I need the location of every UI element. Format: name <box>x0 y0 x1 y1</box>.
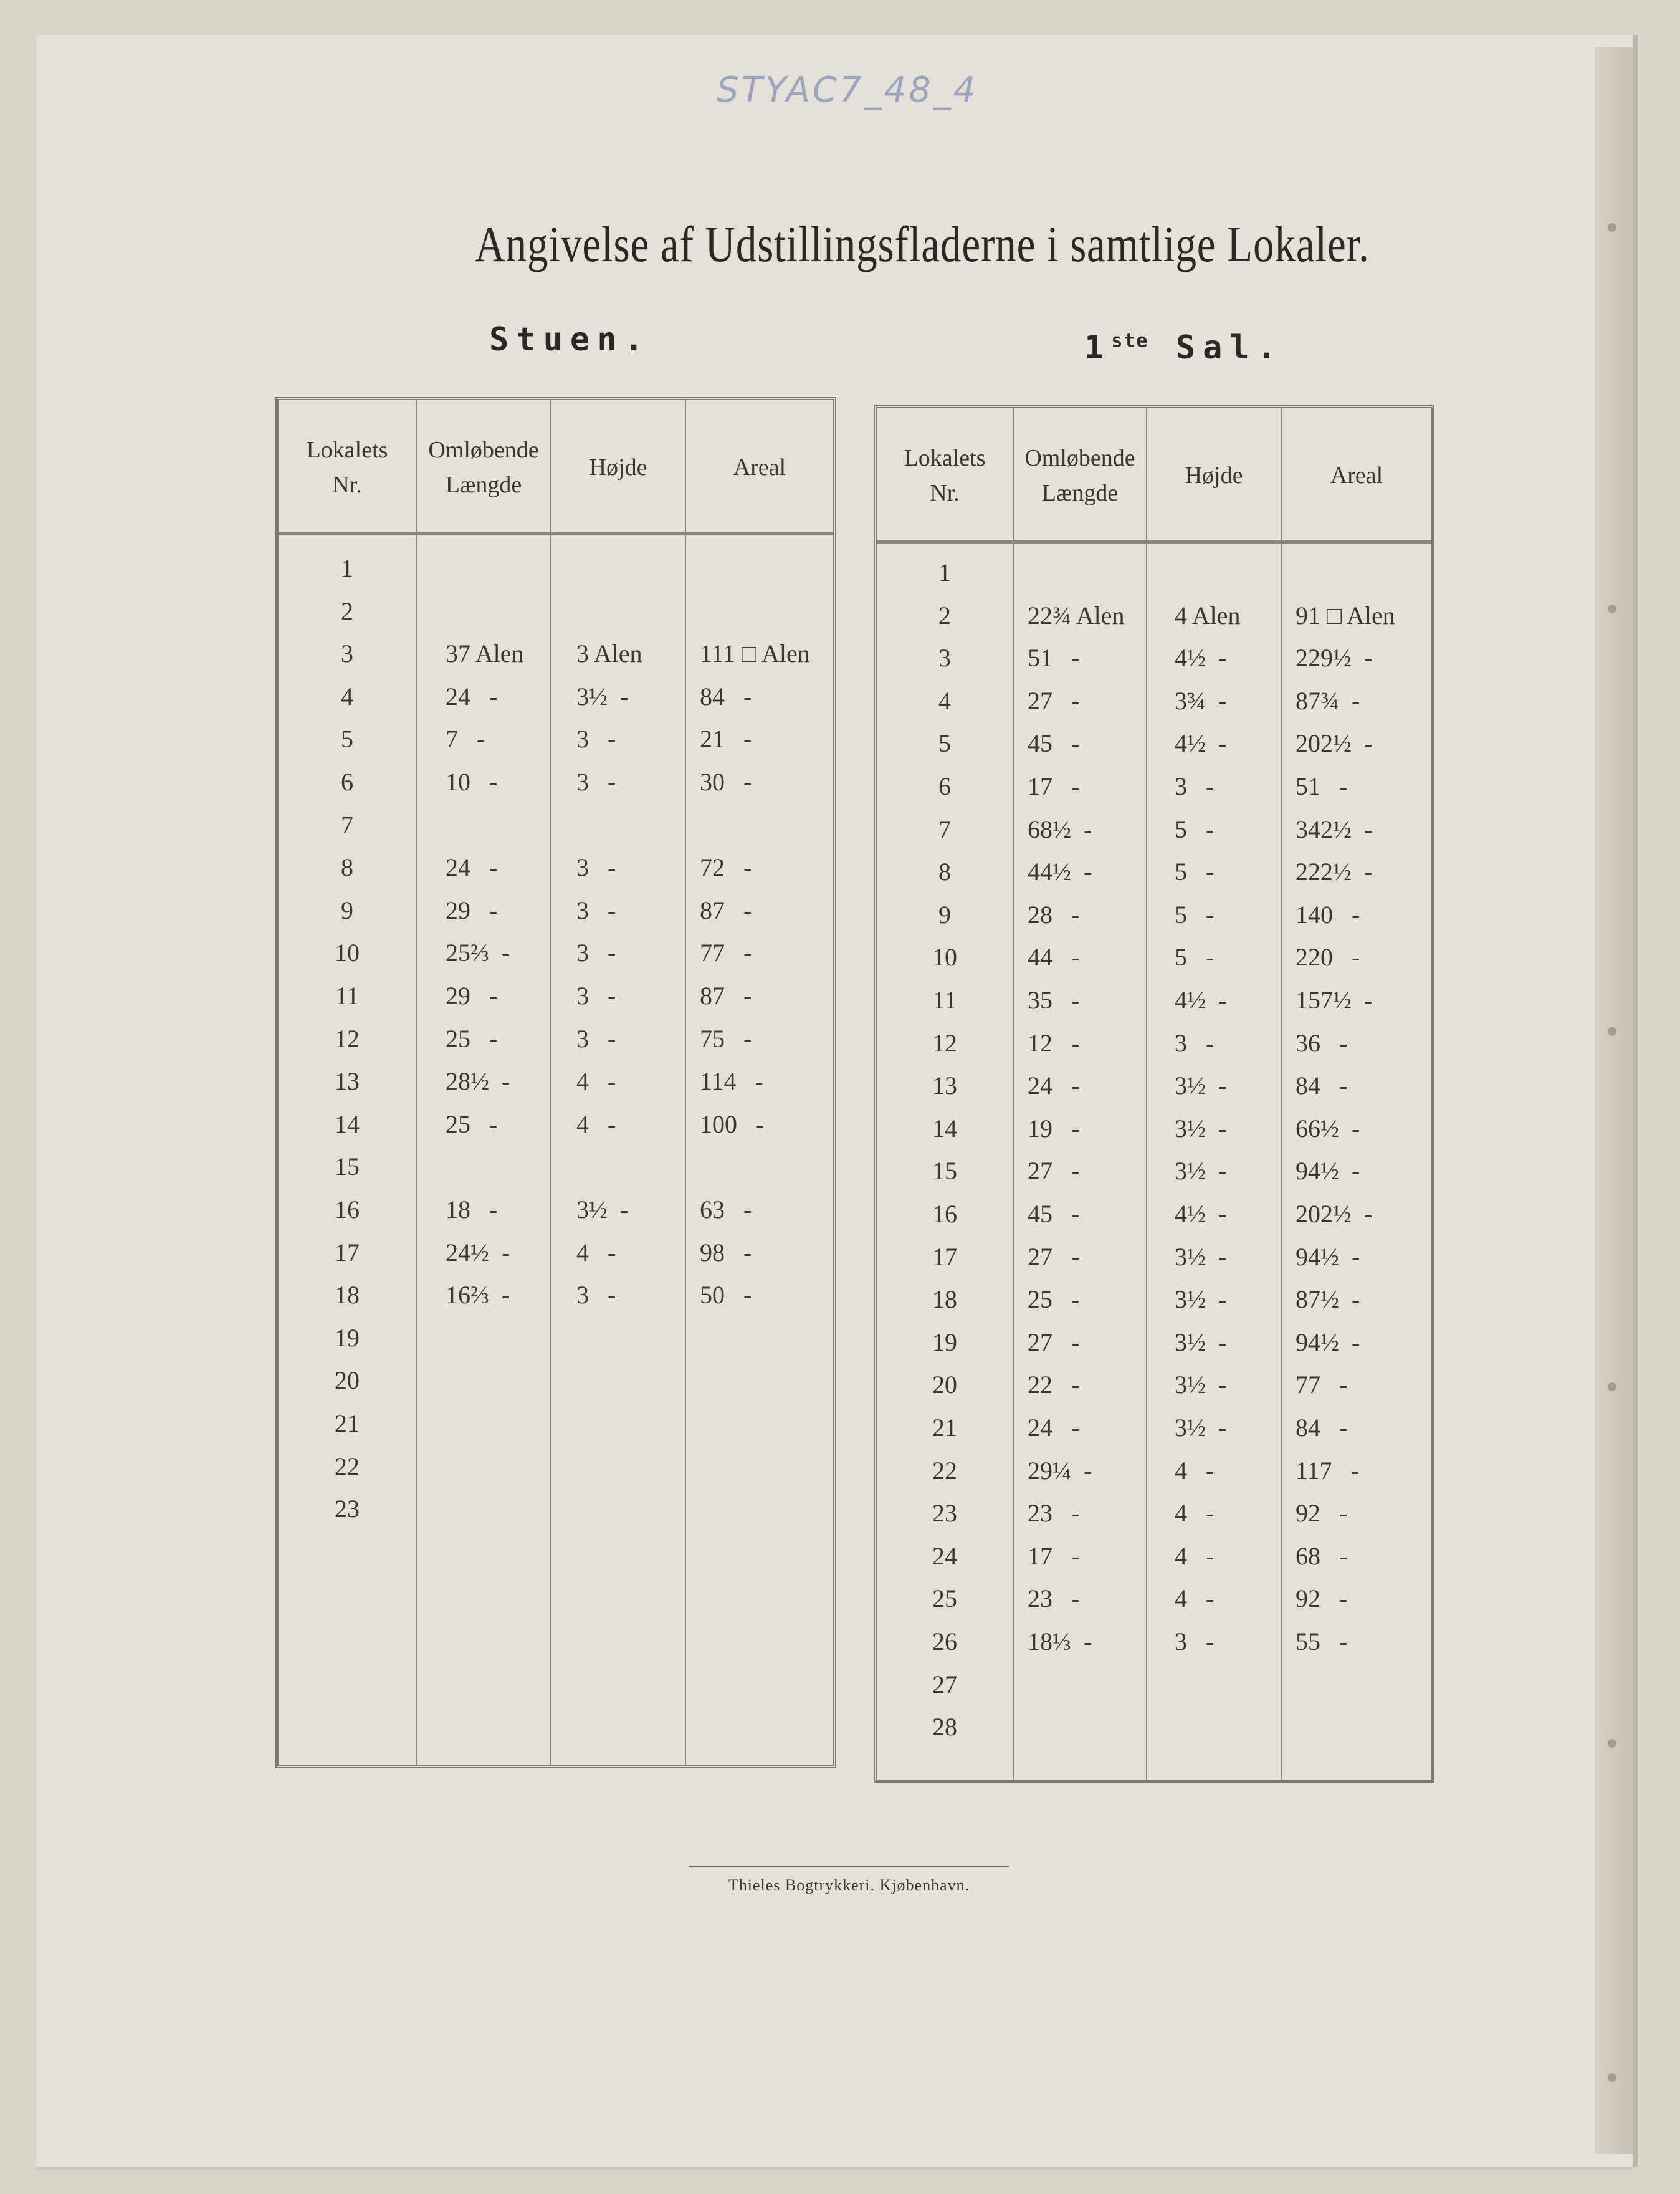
cell-areal: 342½ - <box>1296 815 1373 843</box>
cell-hojde: 4 - <box>1175 1456 1215 1485</box>
cell-areal: 202½ - <box>1296 729 1373 758</box>
header-laengde <box>1014 441 1146 510</box>
table-row <box>279 810 833 853</box>
header-nr-line2: Nr. <box>930 480 960 506</box>
table-row <box>279 1494 833 1536</box>
cell-areal: 84 - <box>700 682 752 711</box>
cell-areal: 72 - <box>700 853 752 882</box>
cell-nr: 10 <box>335 939 360 967</box>
cell-areal: 91 □ Alen <box>1296 601 1395 630</box>
table-row <box>279 1366 833 1408</box>
table-row <box>877 1712 1431 1755</box>
cell-laengde: 25 - <box>446 1109 498 1138</box>
cell-laengde: 28½ - <box>446 1067 510 1096</box>
cell-hojde: 4½ - <box>1175 729 1227 758</box>
cell-hojde: 5 - <box>1175 900 1215 929</box>
table-row <box>877 1627 1431 1669</box>
binding-hole <box>1608 2073 1616 2082</box>
cell-nr: 13 <box>932 1071 957 1100</box>
cell-hojde: 4 - <box>1175 1541 1215 1570</box>
cell-laengde: 24½ - <box>446 1238 510 1267</box>
cell-areal: 100 - <box>700 1109 765 1138</box>
table-row <box>877 1370 1431 1412</box>
binding-hole <box>1608 1739 1616 1748</box>
cell-nr: 13 <box>335 1067 360 1096</box>
cell-nr: 11 <box>335 982 360 1010</box>
header-hojde: Højde <box>589 454 647 481</box>
binding-hole <box>1608 223 1616 232</box>
cell-laengde: 17 - <box>1028 1541 1080 1570</box>
table-row <box>279 1152 833 1194</box>
cell-nr: 23 <box>335 1495 360 1523</box>
cell-areal: 94½ - <box>1296 1242 1360 1271</box>
cell-hojde: 3 - <box>576 939 616 967</box>
table-row <box>279 1195 833 1237</box>
table-row <box>279 1024 833 1066</box>
table-row <box>877 1114 1431 1156</box>
cell-hojde: 4 - <box>576 1067 616 1096</box>
cell-laengde: 51 - <box>1028 644 1080 673</box>
header-rule <box>279 532 833 535</box>
cell-laengde: 24 - <box>446 682 498 711</box>
cell-laengde: 24 - <box>1028 1414 1080 1442</box>
cell-nr: 17 <box>335 1238 360 1267</box>
cell-nr: 26 <box>932 1627 957 1655</box>
cell-hojde: 3½ - <box>1175 1371 1227 1399</box>
heading-number: 1 <box>1084 329 1112 366</box>
cell-laengde: 24 - <box>446 853 498 882</box>
table-row <box>877 1156 1431 1199</box>
table-row <box>279 1280 833 1323</box>
cell-hojde: 5 - <box>1175 858 1215 886</box>
cell-laengde: 25⅔ - <box>446 939 510 967</box>
cell-laengde: 35 - <box>1028 986 1080 1014</box>
cell-nr: 4 <box>938 686 951 715</box>
table-stuen <box>275 397 836 1768</box>
printer-rule <box>689 1866 1009 1867</box>
cell-nr: 24 <box>932 1541 957 1570</box>
table-row <box>877 815 1431 857</box>
header-laengde <box>417 433 550 502</box>
heading-superscript: ste <box>1111 330 1149 352</box>
cell-nr: 8 <box>938 858 951 886</box>
table-row <box>279 853 833 895</box>
cell-areal: 140 - <box>1296 900 1360 929</box>
table-row <box>877 686 1431 729</box>
cell-areal: 98 - <box>700 1238 752 1267</box>
cell-hojde: 5 - <box>1175 815 1215 843</box>
table-row <box>877 558 1431 600</box>
cell-laengde: 44½ - <box>1028 858 1092 886</box>
cell-areal: 75 - <box>700 1024 752 1053</box>
binding-hole <box>1608 1027 1616 1036</box>
cell-laengde: 45 - <box>1028 729 1080 758</box>
cell-hojde: 3 - <box>1175 1627 1215 1655</box>
cell-laengde: 29 - <box>446 982 498 1010</box>
cell-nr: 15 <box>335 1152 360 1181</box>
cell-hojde: 3 Alen <box>576 640 642 668</box>
cell-areal: 157½ - <box>1296 986 1373 1014</box>
cell-hojde: 3½ - <box>1175 1114 1227 1143</box>
header-laengde-line1: Omløbende <box>1024 445 1135 471</box>
cell-nr: 10 <box>932 943 957 972</box>
cell-laengde: 22¾ Alen <box>1028 601 1125 630</box>
cell-hojde: 3 - <box>576 896 616 924</box>
cell-nr: 6 <box>938 772 951 800</box>
cell-nr: 15 <box>932 1157 957 1186</box>
cell-nr: 28 <box>932 1713 957 1741</box>
header-nr <box>877 441 1013 510</box>
cell-hojde: 3 - <box>1175 1028 1215 1057</box>
archive-mark: STYAC7_48_4 <box>717 70 978 110</box>
cell-nr: 17 <box>932 1242 957 1271</box>
cell-laengde: 7 - <box>446 725 485 754</box>
cell-nr: 12 <box>932 1028 957 1057</box>
cell-areal: 222½ - <box>1296 858 1373 886</box>
cell-areal: 202½ - <box>1296 1200 1373 1228</box>
cell-areal: 55 - <box>1296 1627 1348 1655</box>
cell-hojde: 3 - <box>1175 772 1215 800</box>
table-row <box>877 1328 1431 1370</box>
header-laengde-line2: Længde <box>445 472 522 498</box>
cell-nr: 19 <box>335 1323 360 1352</box>
table-row <box>877 1028 1431 1071</box>
cell-nr: 16 <box>932 1200 957 1228</box>
cell-hojde: 3½ - <box>576 682 629 711</box>
cell-laengde: 17 - <box>1028 772 1080 800</box>
cell-nr: 2 <box>938 601 951 630</box>
cell-laengde: 24 - <box>1028 1071 1080 1100</box>
cell-areal: 229½ - <box>1296 644 1373 673</box>
table-row <box>877 1285 1431 1327</box>
cell-laengde: 25 - <box>446 1024 498 1053</box>
table-row <box>877 729 1431 771</box>
header-rule <box>877 540 1431 544</box>
cell-nr: 5 <box>341 725 353 754</box>
cell-nr: 2 <box>341 596 353 625</box>
cell-nr: 20 <box>335 1366 360 1395</box>
cell-nr: 1 <box>938 558 951 587</box>
table-row <box>877 857 1431 899</box>
cell-nr: 3 <box>938 644 951 673</box>
cell-hojde: 4 - <box>1175 1499 1215 1528</box>
table-row <box>877 1498 1431 1541</box>
cell-hojde: 3 - <box>576 1281 616 1310</box>
table-row <box>877 1413 1431 1455</box>
header-nr-line1: Lokalets <box>306 437 388 463</box>
cell-areal: 66½ - <box>1296 1114 1360 1143</box>
table-row <box>279 1109 833 1152</box>
cell-nr: 21 <box>932 1414 957 1442</box>
cell-nr: 6 <box>341 768 353 796</box>
cell-laengde: 29¼ - <box>1028 1456 1092 1485</box>
cell-nr: 22 <box>932 1456 957 1485</box>
cell-laengde: 16⅔ - <box>446 1281 510 1310</box>
cell-hojde: 3½ - <box>1175 1414 1227 1442</box>
table-row <box>877 1670 1431 1712</box>
cell-hojde: 3 - <box>576 1024 616 1053</box>
cell-areal: 94½ - <box>1296 1157 1360 1186</box>
header-nr-line2: Nr. <box>332 472 362 498</box>
table-row <box>279 1452 833 1494</box>
cell-laengde: 23 - <box>1028 1584 1080 1613</box>
header-areal: Areal <box>733 454 786 481</box>
cell-areal: 92 - <box>1296 1499 1348 1528</box>
cell-nr: 3 <box>341 640 353 668</box>
cell-nr: 5 <box>938 729 951 758</box>
table-row <box>279 1066 833 1109</box>
table-row <box>279 1323 833 1366</box>
cell-areal: 220 - <box>1296 943 1360 972</box>
cell-areal: 111 □ Alen <box>700 640 810 668</box>
cell-nr: 18 <box>932 1285 957 1314</box>
cell-laengde: 28 - <box>1028 900 1080 929</box>
cell-areal: 30 - <box>700 768 752 796</box>
cell-areal: 68 - <box>1296 1541 1348 1570</box>
sheet-edge <box>1595 47 1633 2154</box>
cell-hojde: 4 Alen <box>1175 601 1241 630</box>
header-hojde: Højde <box>1185 462 1243 489</box>
cell-areal: 94½ - <box>1296 1328 1360 1356</box>
header-nr-line1: Lokalets <box>904 445 986 471</box>
cell-nr: 21 <box>335 1409 360 1437</box>
table-row <box>877 643 1431 686</box>
cell-hojde: 3½ - <box>1175 1242 1227 1271</box>
cell-hojde: 4½ - <box>1175 1200 1227 1228</box>
cell-laengde: 22 - <box>1028 1371 1080 1399</box>
cell-laengde: 23 - <box>1028 1499 1080 1528</box>
cell-areal: 87 - <box>700 982 752 1010</box>
table-row <box>279 553 833 596</box>
cell-laengde: 44 - <box>1028 943 1080 972</box>
cell-nr: 7 <box>341 810 353 839</box>
cell-areal: 51 - <box>1296 772 1348 800</box>
cell-nr: 22 <box>335 1452 360 1480</box>
cell-areal: 63 - <box>700 1195 752 1224</box>
cell-laengde: 10 - <box>446 768 498 796</box>
cell-nr: 19 <box>932 1328 957 1356</box>
cell-nr: 7 <box>938 815 951 843</box>
table-row <box>279 682 833 724</box>
cell-areal: 114 - <box>700 1067 763 1096</box>
cell-hojde: 3 - <box>576 768 616 796</box>
cell-nr: 23 <box>932 1499 957 1528</box>
cell-areal: 21 - <box>700 725 752 754</box>
cell-laengde: 45 - <box>1028 1200 1080 1228</box>
cell-hojde: 4 - <box>576 1238 616 1267</box>
cell-nr: 20 <box>932 1371 957 1399</box>
table-row <box>877 1584 1431 1626</box>
cell-hojde: 3½ - <box>1175 1157 1227 1186</box>
cell-hojde: 5 - <box>1175 943 1215 972</box>
printer-imprint: Thieles Bogtrykkeri. Kjøbenhavn. <box>728 1876 970 1894</box>
cell-laengde: 68½ - <box>1028 815 1092 843</box>
table-row <box>877 1541 1431 1584</box>
cell-areal: 87¾ - <box>1296 686 1360 715</box>
header-areal: Areal <box>1330 462 1383 489</box>
cell-laengde: 27 - <box>1028 686 1080 715</box>
table-row <box>279 938 833 980</box>
table-row <box>279 1409 833 1451</box>
cell-laengde: 27 - <box>1028 1328 1080 1356</box>
binding-hole <box>1608 605 1616 613</box>
cell-areal: 84 - <box>1296 1071 1348 1100</box>
cell-areal: 77 - <box>700 939 752 967</box>
table-row <box>877 900 1431 942</box>
cell-areal: 36 - <box>1296 1028 1348 1057</box>
table-row <box>279 596 833 639</box>
cell-laengde: 19 - <box>1028 1114 1080 1143</box>
cell-laengde: 18⅓ - <box>1028 1627 1092 1655</box>
cell-nr: 16 <box>335 1195 360 1224</box>
table-row <box>877 942 1431 985</box>
cell-hojde: 4½ - <box>1175 986 1227 1014</box>
cell-hojde: 3 - <box>576 982 616 1010</box>
table-row <box>877 772 1431 814</box>
table-row <box>877 1199 1431 1242</box>
table-row <box>877 1242 1431 1285</box>
cell-hojde: 3¾ - <box>1175 686 1227 715</box>
cell-nr: 9 <box>341 896 353 924</box>
cell-nr: 12 <box>335 1024 360 1053</box>
cell-hojde: 3½ - <box>1175 1071 1227 1100</box>
header-laengde-line2: Længde <box>1041 480 1119 506</box>
header-laengde-line1: Omløbende <box>428 437 539 463</box>
cell-laengde: 29 - <box>446 896 498 924</box>
cell-hojde: 4 - <box>576 1109 616 1138</box>
cell-nr: 25 <box>932 1584 957 1613</box>
table-row <box>279 1238 833 1280</box>
cell-nr: 4 <box>341 682 353 711</box>
cell-laengde: 25 - <box>1028 1285 1080 1314</box>
cell-nr: 11 <box>932 986 957 1014</box>
table-row <box>279 724 833 767</box>
table-1ste-sal <box>874 405 1434 1783</box>
cell-nr: 9 <box>938 900 951 929</box>
cell-laengde: 12 - <box>1028 1028 1080 1057</box>
cell-hojde: 3 - <box>576 853 616 882</box>
cell-laengde: 18 - <box>446 1195 498 1224</box>
cell-areal: 87½ - <box>1296 1285 1360 1314</box>
table-row <box>877 1456 1431 1498</box>
table-row <box>279 639 833 681</box>
header-nr <box>279 433 416 502</box>
cell-laengde: 27 - <box>1028 1242 1080 1271</box>
cell-areal: 50 - <box>700 1281 752 1310</box>
cell-areal: 77 - <box>1296 1371 1348 1399</box>
table-row <box>279 767 833 810</box>
cell-areal: 84 - <box>1296 1414 1348 1442</box>
cell-nr: 8 <box>341 853 353 882</box>
page-title: Angivelse af Udstillingsfladerne i samtlige Lokaler. <box>475 216 1370 272</box>
table-row <box>279 981 833 1023</box>
cell-hojde: 4 - <box>1175 1584 1215 1613</box>
cell-hojde: 3½ - <box>1175 1285 1227 1314</box>
table-row <box>877 601 1431 643</box>
cell-nr: 14 <box>932 1114 957 1143</box>
cell-areal: 92 - <box>1296 1584 1348 1613</box>
cell-hojde: 4½ - <box>1175 644 1227 673</box>
cell-nr: 18 <box>335 1281 360 1310</box>
table-row <box>877 1071 1431 1113</box>
table-row <box>279 896 833 938</box>
cell-laengde: 27 - <box>1028 1157 1080 1186</box>
heading-word: Sal. <box>1175 329 1284 366</box>
cell-nr: 1 <box>341 554 353 582</box>
cell-areal: 87 - <box>700 896 752 924</box>
cell-hojde: 3½ - <box>576 1195 629 1224</box>
cell-nr: 14 <box>335 1109 360 1138</box>
cell-nr: 27 <box>932 1670 957 1698</box>
cell-laengde: 37 Alen <box>446 640 524 668</box>
table-row <box>877 985 1431 1028</box>
section-heading-1ste-sal <box>1084 329 1284 366</box>
cell-hojde: 3 - <box>576 725 616 754</box>
cell-areal: 117 - <box>1296 1456 1359 1485</box>
binding-hole <box>1608 1382 1616 1391</box>
cell-hojde: 3½ - <box>1175 1328 1227 1356</box>
section-heading-stuen: Stuen. <box>489 321 651 358</box>
